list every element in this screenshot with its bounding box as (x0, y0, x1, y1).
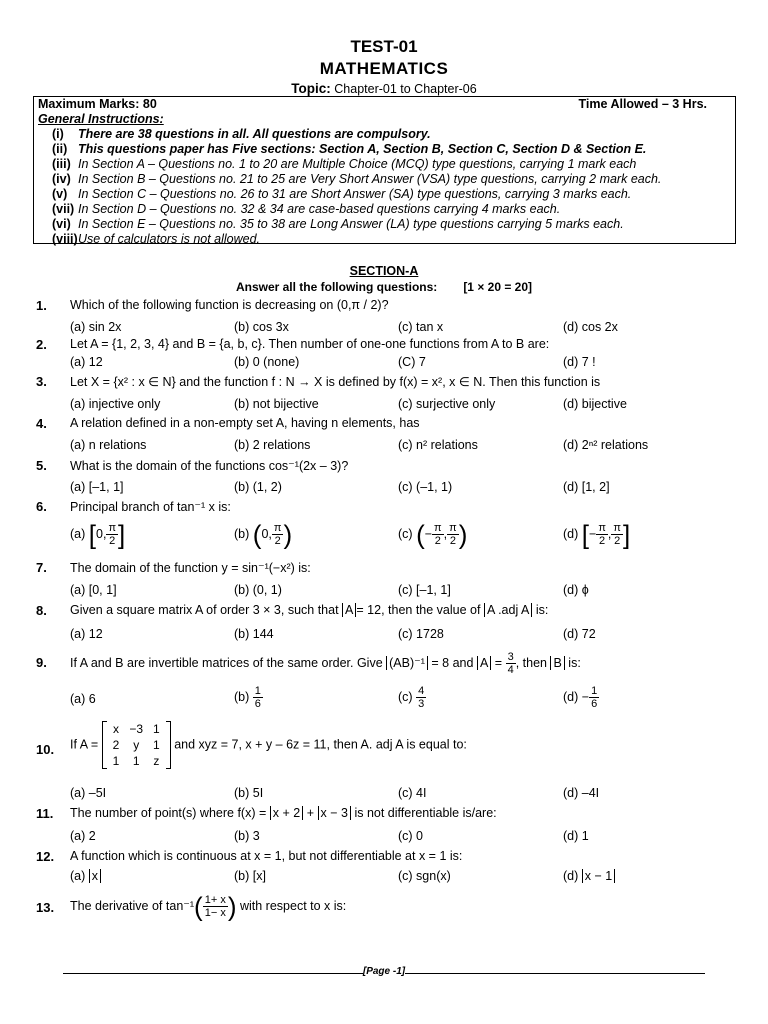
question-text (70, 891, 347, 922)
footer-rule (405, 973, 705, 974)
label: (d) (563, 689, 579, 704)
instruction-num: (i) (52, 127, 64, 141)
minus: − (424, 526, 433, 541)
question-text (70, 499, 231, 514)
question-text: A relation defined in a non-empty set A, having n elements, has (70, 416, 420, 430)
function: cos⁻¹(2x – 3) (268, 459, 342, 473)
determinant: A (342, 603, 356, 617)
matrix-lhs: A = (79, 737, 99, 752)
answer-all-line (0, 280, 768, 294)
option-c: (c) [–1, 1] (398, 583, 451, 597)
text-end: is: (568, 655, 581, 670)
matrix-cell: 1 (112, 754, 120, 768)
label: (b) (234, 526, 250, 541)
matrix-cell: 1 (132, 754, 140, 768)
option-a: (a) 12 (70, 627, 103, 641)
function: y = sin⁻¹(−x²) (221, 561, 295, 575)
comma: , (443, 526, 448, 541)
matrix-cell: 1 (153, 722, 160, 736)
instruction-item (38, 142, 731, 157)
question-text (70, 560, 311, 575)
text: Which of the following function is decreasing on (70, 298, 334, 312)
question-number: 13. (36, 900, 55, 915)
question-text (70, 806, 497, 820)
matrix-cell: 2 (112, 738, 120, 752)
question-text (70, 603, 548, 617)
fraction (447, 522, 459, 547)
numerator: π (598, 522, 606, 534)
instructions-box (33, 96, 736, 244)
instruction-item (38, 127, 731, 142)
comma: , (607, 526, 612, 541)
instruction-text: This questions paper has Five sections: Section A, Section B, Section C, Section D & Section E. (78, 142, 647, 156)
numerator: π (108, 522, 117, 534)
question-number: 3. (36, 374, 47, 389)
option-a: (a) 12 (70, 355, 103, 369)
numerator: 1+ x (204, 894, 226, 906)
text: Let (70, 375, 88, 389)
absolute-value: x + 2 (270, 806, 303, 820)
topic-label: Topic: (291, 81, 331, 96)
option-b: (b) cos 3x (234, 320, 289, 334)
text-end: ? (341, 459, 349, 473)
label: (a) (70, 869, 86, 883)
text: The domain of the function (70, 561, 219, 575)
minus: − (589, 526, 597, 541)
determinant: A (477, 656, 491, 670)
matrix-cell: 1 (153, 738, 160, 752)
option-a (70, 869, 101, 883)
interval: (0,π / 2) (336, 298, 382, 312)
time-allowed: Time Allowed – 3 Hrs. (578, 97, 707, 111)
option-b (234, 519, 293, 550)
footer-rule (63, 973, 363, 974)
option-a: (a) [–1, 1] (70, 480, 124, 494)
option-d: (d) cos 2x (563, 320, 618, 334)
plus: + (306, 806, 315, 820)
denominator: 1− x (204, 907, 226, 919)
option-d (563, 519, 631, 550)
matrix-cell: z (153, 754, 160, 768)
option-c: (c) 1728 (398, 627, 444, 641)
option-c: (c) 4I (398, 786, 427, 800)
numerator: 1 (254, 685, 261, 697)
text: Principal branch of (70, 500, 174, 514)
function: tan⁻¹ (165, 898, 195, 913)
fraction (596, 522, 608, 547)
question-text (70, 721, 467, 769)
numerator: π (613, 522, 621, 534)
instruction-text: Use of calculators is not allowed. (78, 232, 261, 246)
bracket: ( (252, 519, 262, 550)
denominator: 6 (591, 698, 598, 710)
denominator: 6 (254, 698, 261, 710)
instruction-text: In Section B – Questions no. 21 to 25 are Very Short Answer (VSA) type questions, carrying 2 mark each. (78, 172, 662, 186)
fraction (106, 522, 118, 547)
text: is not differentiable is/are: (354, 806, 497, 820)
instruction-num: (ii) (52, 142, 68, 156)
subject-title: MATHEMATICS (319, 59, 449, 78)
option-a: (a) 2 (70, 829, 96, 843)
instruction-num: (vii) (52, 202, 75, 216)
label: (b) (234, 689, 250, 704)
numerator: 3 (507, 651, 514, 663)
numerator: 1 (591, 685, 598, 697)
zero: 0, (96, 526, 107, 541)
option-a: (a) –5I (70, 786, 107, 800)
option-d (563, 685, 599, 710)
question-text (70, 298, 389, 312)
question-number: 4. (36, 416, 47, 431)
text: , then (515, 655, 547, 670)
question-text (70, 458, 348, 473)
equals: = (494, 655, 503, 670)
option-b: (b) (1, 2) (234, 480, 282, 494)
numerator: 4 (418, 685, 425, 697)
option-b: (b) (0, 1) (234, 583, 282, 597)
bracket: ] (118, 519, 126, 550)
instruction-item (38, 217, 731, 232)
denominator: 2 (109, 535, 116, 547)
option-c (398, 685, 426, 710)
option-c: (c) tan x (398, 320, 444, 334)
section-marks: [1 × 20 = 20] (463, 280, 533, 294)
question-number: 7. (36, 560, 47, 575)
fraction (611, 522, 623, 547)
denominator: 2 (274, 535, 281, 547)
text: and the function f : N → X is defined by f(x) = x², x ∈ N. Then this function is (179, 375, 601, 389)
denominator: 2 (434, 535, 441, 547)
option-c: (c) (–1, 1) (398, 480, 453, 494)
text: Given a square matrix A of order 3 × 3, such that (70, 603, 339, 617)
text: , then the value of (381, 603, 481, 617)
question-number: 6. (36, 499, 47, 514)
fraction (506, 651, 516, 676)
option-b: (b) 3 (234, 829, 260, 843)
numerator: π (449, 522, 457, 534)
equals: = 8 (431, 655, 450, 670)
option-d: (d) bijective (563, 397, 627, 411)
instruction-item (38, 202, 731, 217)
option-b: (b) not bijective (234, 397, 319, 411)
text: If A and B are invertible matrices of the same order. Give (70, 655, 383, 670)
label: (d) (563, 526, 579, 541)
option-b: (b) 5I (234, 786, 264, 800)
fraction (272, 522, 284, 547)
bracket: ( (416, 519, 425, 550)
fraction (253, 685, 263, 710)
denominator: 2 (599, 535, 606, 547)
question-number: 8. (36, 603, 47, 618)
option-a: (a) n relations (70, 438, 147, 452)
instruction-num: (iii) (52, 157, 71, 171)
text-end: is: (535, 603, 549, 617)
max-marks: Maximum Marks: 80 (38, 97, 157, 111)
absolute-value: x (89, 869, 101, 883)
numerator: π (273, 522, 282, 534)
absolute-value: x − 1 (582, 869, 615, 883)
bracket: ) (227, 891, 237, 922)
question-number: 2. (36, 337, 47, 352)
section-title: SECTION-A (349, 264, 419, 278)
instruction-num: (iv) (52, 172, 71, 186)
answer-all-text: Answer all the following questions: (235, 280, 438, 294)
page-footer (50, 966, 718, 977)
text-end: is: (218, 500, 231, 514)
option-d: (d) 7 ! (563, 355, 596, 369)
bracket: [ (88, 519, 96, 550)
option-d: (d) –4I (563, 786, 600, 800)
option-b (234, 685, 263, 710)
denominator: 2 (449, 535, 456, 547)
option-c: (c) sgn(x) (398, 869, 451, 883)
option-a (70, 519, 126, 550)
matrix-cell: −3 (129, 722, 144, 736)
option-b: (b) 2 relations (234, 438, 311, 452)
fraction (432, 522, 444, 547)
instruction-num: (viii) (52, 232, 78, 246)
denominator: 3 (418, 698, 425, 710)
determinant: A .adj A (484, 603, 532, 617)
label: (a) (70, 526, 86, 541)
bracket: ) (458, 519, 468, 550)
bracket: ) (283, 519, 293, 550)
option-a: (a) sin 2x (70, 320, 122, 334)
question-number: 5. (36, 458, 47, 473)
label: (d) (563, 869, 579, 883)
fraction (416, 685, 426, 710)
equals: = 12 (356, 603, 382, 617)
matrix-cell: x (113, 722, 119, 736)
instruction-text: In Section E – Questions no. 35 to 38 are Long Answer (LA) type questions carrying 5 marks each. (78, 217, 624, 231)
bracket: ] (622, 519, 631, 550)
question-text: A function which is continuous at x = 1, but not differentiable at x = 1 is: (70, 849, 463, 863)
bracket: ( (194, 891, 203, 922)
instruction-item (38, 187, 731, 202)
matrix (102, 721, 171, 769)
instruction-text: In Section D – Questions no. 32 & 34 are case-based questions carrying 4 marks each. (78, 202, 561, 216)
topic-line (0, 81, 768, 96)
denominator: 4 (507, 664, 514, 676)
instruction-num: (vi) (52, 217, 71, 231)
determinant: (AB)⁻¹ (386, 656, 428, 670)
question-text (70, 374, 600, 389)
option-c: (c) 0 (398, 829, 423, 843)
option-b: (b) [x] (234, 869, 266, 883)
fraction (203, 894, 228, 919)
instruction-text: There are 38 questions in all. All questions are compulsory. (78, 127, 431, 141)
option-d: (d) 72 (563, 627, 596, 641)
instruction-item (38, 232, 731, 247)
instruction-num: (v) (52, 187, 68, 201)
text: If (70, 737, 77, 752)
text: with respect to x is: (239, 898, 347, 913)
text: What is the domain of the functions (70, 459, 266, 473)
label: (c) (398, 689, 413, 704)
instruction-text: In Section A – Questions no. 1 to 20 are Multiple Choice (MCQ) type questions, carrying 1 mark each (78, 157, 637, 171)
text: The derivative of (70, 898, 163, 913)
function: f(x) = (237, 806, 267, 820)
fraction (589, 685, 599, 710)
text: and (452, 655, 474, 670)
question-number: 12. (36, 849, 55, 864)
instruction-item (38, 157, 731, 172)
zero: 0, (261, 526, 272, 541)
option-a: (a) 6 (70, 692, 96, 706)
denominator: 2 (614, 535, 621, 547)
text: The number of point(s) where (70, 806, 234, 820)
option-c: (c) n² relations (398, 438, 478, 452)
question-number: 1. (36, 298, 47, 313)
option-d: (d) 2ⁿ² relations (563, 438, 649, 452)
question-number: 10. (36, 742, 55, 757)
function: tan⁻¹ x (177, 500, 215, 514)
option-c: (c) surjective only (398, 397, 496, 411)
matrix-cell: y (133, 738, 140, 752)
determinant: B (550, 656, 564, 670)
page-number: [Page -1] (362, 966, 406, 977)
option-d (563, 869, 615, 883)
instruction-text: In Section C – Questions no. 26 to 31 are Short Answer (SA) type questions, carrying 3 marks each. (78, 187, 632, 201)
option-c: (C) 7 (398, 355, 426, 369)
option-a: (a) [0, 1] (70, 583, 117, 597)
question-number: 9. (36, 655, 47, 670)
text-end: ? (381, 298, 389, 312)
topic-value: Chapter-01 to Chapter-06 (334, 82, 477, 96)
option-d: (d) 1 (563, 829, 589, 843)
option-b: (b) 144 (234, 627, 274, 641)
text-end: is: (298, 561, 311, 575)
option-d: (d) ϕ (563, 583, 589, 597)
text: and xyz = 7, x + y – 6z = 11, then A. adj A is equal to: (174, 737, 467, 752)
instruction-item (38, 172, 731, 187)
label: (c) (398, 526, 413, 541)
question-text (70, 651, 581, 676)
option-a: (a) injective only (70, 397, 161, 411)
question-text: Let A = {1, 2, 3, 4} and B = {a, b, c}. Then number of one-one functions from A to B are: (70, 337, 550, 351)
general-instructions-title: General Instructions: (38, 112, 164, 126)
numerator: π (434, 522, 442, 534)
absolute-value: x − 3 (318, 806, 351, 820)
question-number: 11. (36, 806, 54, 821)
bracket: [ (581, 519, 589, 550)
test-title: TEST-01 (350, 37, 418, 56)
option-b: (b) 0 (none) (234, 355, 300, 369)
option-d: (d) [1, 2] (563, 480, 610, 494)
minus: − (581, 689, 590, 704)
option-c (398, 519, 468, 550)
set-notation: X = {x² : x ∈ N} (90, 375, 176, 389)
